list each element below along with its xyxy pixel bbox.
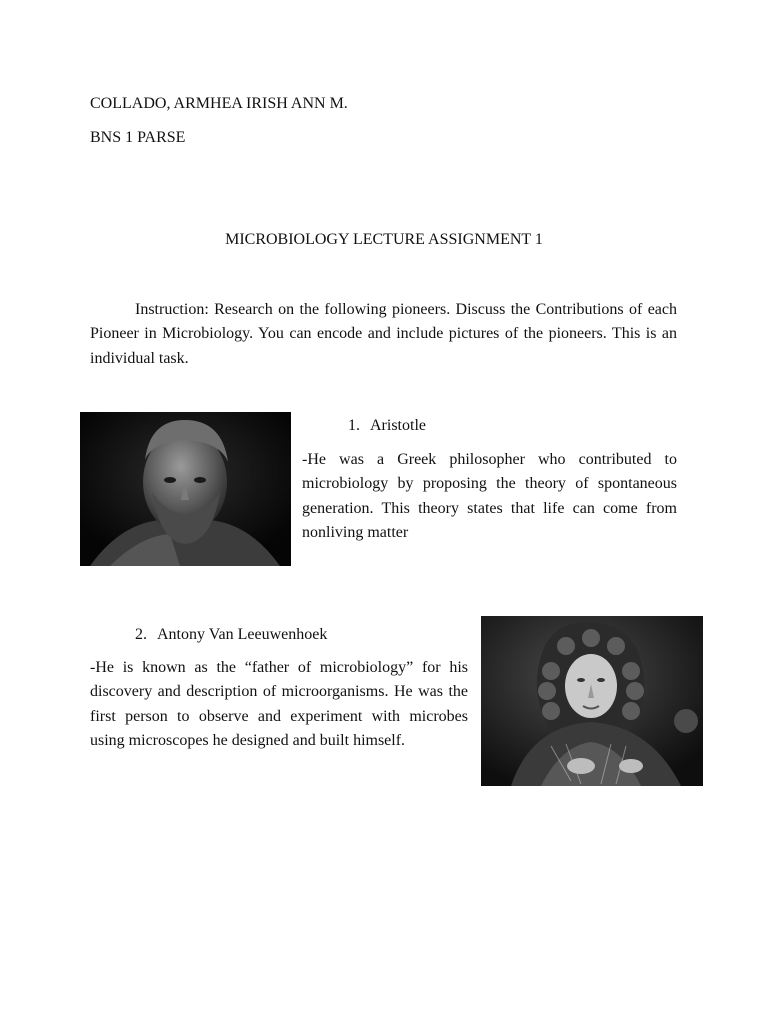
instruction-paragraph: Instruction: Research on the following pioneers. Discuss the Contributions of each Pioneer in Microbiology. You can encode and include pictures of the pioneers. This is an individual task. (90, 301, 677, 367)
pioneer-1-heading (348, 414, 426, 438)
pioneer-2-heading (135, 623, 327, 647)
student-section: BNS 1 PARSE (90, 129, 186, 146)
pioneer-1-name: Aristotle (370, 417, 426, 434)
pioneer-2-description: -He is known as the “father of microbiology” for his discovery and description of microorganisms. He was the first person to observe and experiment with microbes using microscopes he designed and built himself. (90, 659, 468, 749)
pioneer-2-name: Antony Van Leeuwenhoek (157, 626, 328, 643)
leeuwenhoek-portrait-image (481, 616, 703, 786)
aristotle-bust-image (80, 412, 291, 566)
pioneer-1-description: -He was a Greek philosopher who contributed to microbiology by proposing the theory of spontaneous generation. This theory states that life can come from nonliving matter (302, 451, 677, 541)
pioneer-1-number: 1. (348, 417, 360, 434)
pioneer-2-number: 2. (135, 626, 147, 643)
student-name: COLLADO, ARMHEA IRISH ANN M. (90, 95, 348, 112)
assignment-title: MICROBIOLOGY LECTURE ASSIGNMENT 1 (225, 231, 543, 248)
